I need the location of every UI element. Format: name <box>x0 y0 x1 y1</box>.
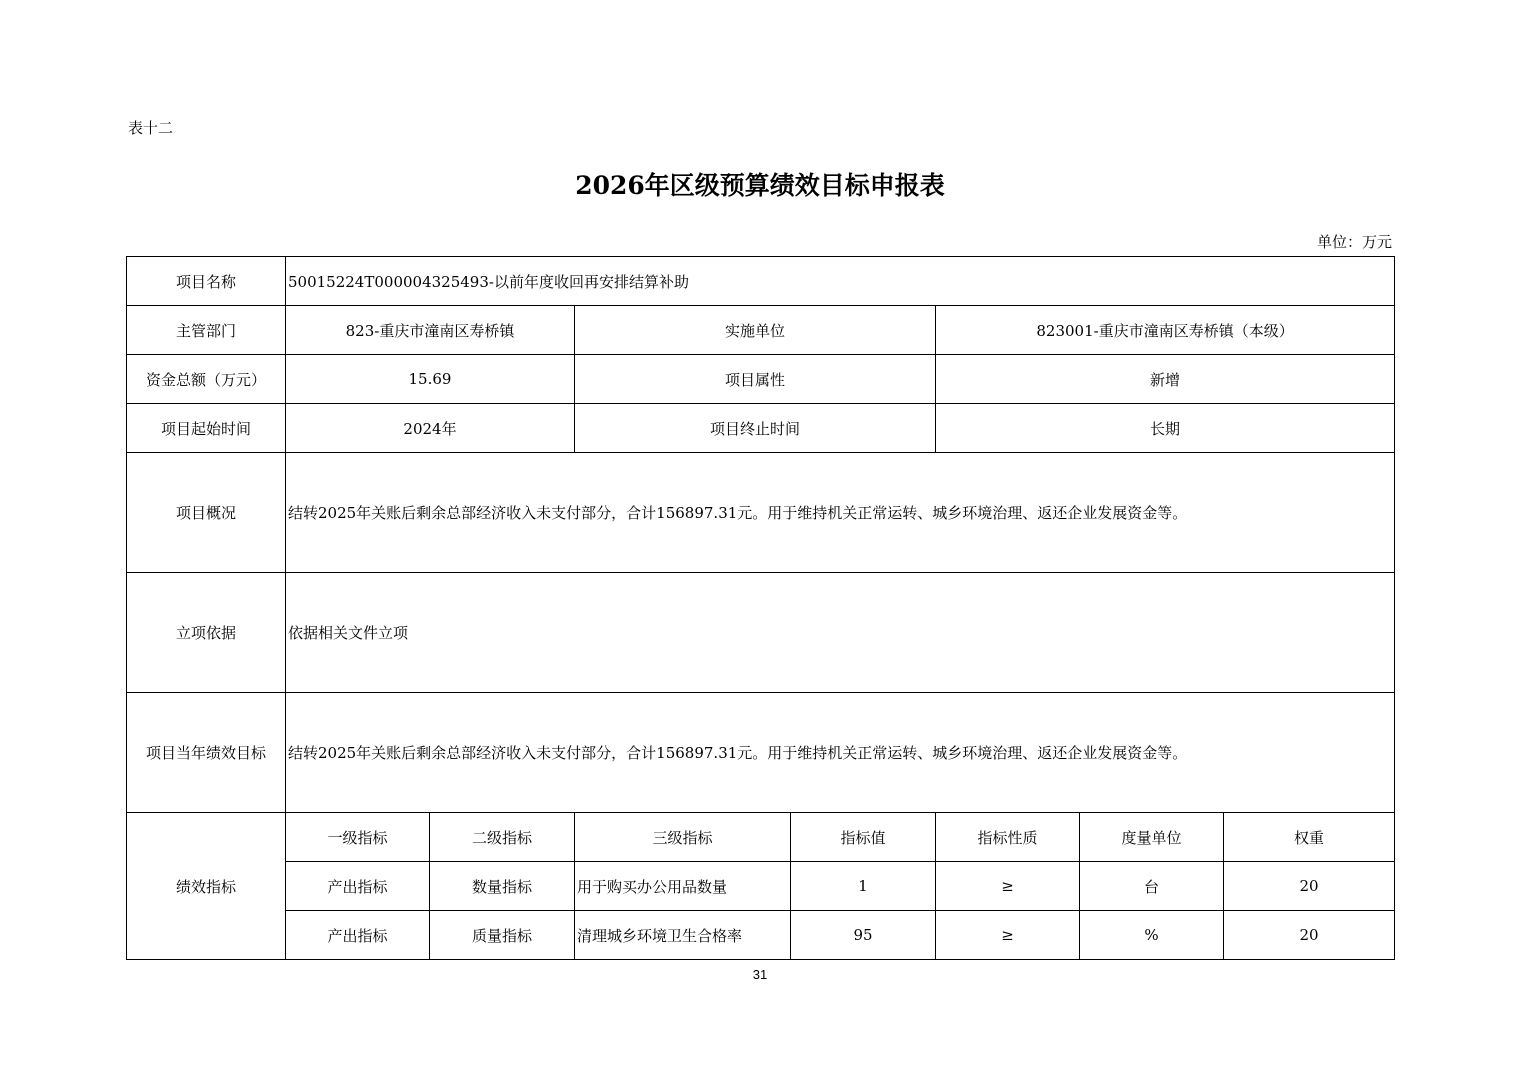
budget-performance-form <box>126 256 1395 960</box>
row-funding <box>127 355 1395 404</box>
row-department <box>127 306 1395 355</box>
fund-total-value: 15.69 <box>286 355 575 404</box>
implementing-unit-value: 823001-重庆市潼南区寿桥镇（本级） <box>936 306 1395 355</box>
indicator-cell: 20 <box>1224 911 1395 960</box>
indicator-cell: 20 <box>1224 862 1395 911</box>
end-time-label: 项目终止时间 <box>575 404 936 453</box>
indicator-row <box>127 911 1395 960</box>
indicator-cell: 台 <box>1080 862 1224 911</box>
indicator-cell: 质量指标 <box>430 911 575 960</box>
indicator-cell: 数量指标 <box>430 862 575 911</box>
indicator-cell: 1 <box>791 862 936 911</box>
department-value: 823-重庆市潼南区寿桥镇 <box>286 306 575 355</box>
page-number: 31 <box>752 967 768 982</box>
start-time-label: 项目起始时间 <box>127 404 286 453</box>
indicator-cell: ≥ <box>936 911 1080 960</box>
annual-goal-value: 结转2025年关账后剩余总部经济收入未支付部分，合计156897.31元。用于维持机关正常运转、城乡环境治理、返还企业发展资金等。 <box>286 693 1395 813</box>
fund-total-label: 资金总额（万元） <box>127 355 286 404</box>
indicator-header: 指标性质 <box>936 813 1080 862</box>
indicator-header-row <box>127 813 1395 862</box>
indicator-cell: % <box>1080 911 1224 960</box>
indicator-header: 度量单位 <box>1080 813 1224 862</box>
basis-label: 立项依据 <box>127 573 286 693</box>
implementing-unit-label: 实施单位 <box>575 306 936 355</box>
indicator-header: 权重 <box>1224 813 1395 862</box>
indicator-header: 二级指标 <box>430 813 575 862</box>
row-goal <box>127 693 1395 813</box>
unit-label: 单位：万元 <box>1316 233 1392 251</box>
indicators-section-label: 绩效指标 <box>127 813 286 960</box>
project-attribute-value: 新增 <box>936 355 1395 404</box>
row-project-name <box>127 257 1395 306</box>
indicator-cell: 95 <box>791 911 936 960</box>
row-overview <box>127 453 1395 573</box>
end-time-value: 长期 <box>936 404 1395 453</box>
indicator-header: 三级指标 <box>575 813 791 862</box>
indicator-header: 指标值 <box>791 813 936 862</box>
indicator-header: 一级指标 <box>286 813 430 862</box>
project-name-label: 项目名称 <box>127 257 286 306</box>
indicator-cell: 用于购买办公用品数量 <box>575 862 791 911</box>
overview-label: 项目概况 <box>127 453 286 573</box>
indicator-cell: ≥ <box>936 862 1080 911</box>
annual-goal-label: 项目当年绩效目标 <box>127 693 286 813</box>
start-time-value: 2024年 <box>286 404 575 453</box>
row-basis <box>127 573 1395 693</box>
table-number-label: 表十二 <box>128 119 174 137</box>
indicator-cell: 产出指标 <box>286 862 430 911</box>
indicator-row <box>127 862 1395 911</box>
page-title: 2026年区级预算绩效目标申报表 <box>575 171 945 200</box>
basis-value: 依据相关文件立项 <box>286 573 1395 693</box>
indicator-cell: 清理城乡环境卫生合格率 <box>575 911 791 960</box>
project-name-value: 50015224T000004325493-以前年度收回再安排结算补助 <box>286 257 1395 306</box>
row-period <box>127 404 1395 453</box>
overview-value: 结转2025年关账后剩余总部经济收入未支付部分，合计156897.31元。用于维持机关正常运转、城乡环境治理、返还企业发展资金等。 <box>286 453 1395 573</box>
project-attribute-label: 项目属性 <box>575 355 936 404</box>
indicator-cell: 产出指标 <box>286 911 430 960</box>
department-label: 主管部门 <box>127 306 286 355</box>
